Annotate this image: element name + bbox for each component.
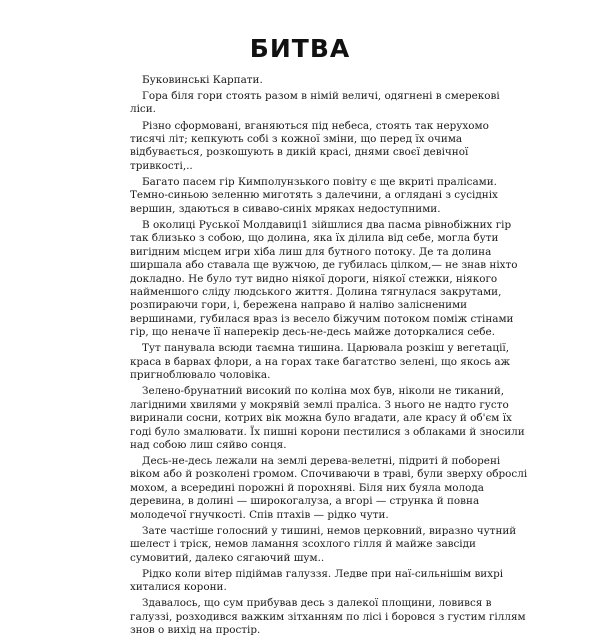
text-line: віком або й розколені громом. Спочиваючи в траві, були зверху оброслі bbox=[130, 468, 528, 481]
text-line: знов о вихід на простір. bbox=[130, 624, 261, 636]
text-line: молодечої гнучкості. Спів птахів — рідко чути. bbox=[130, 508, 389, 521]
text-line: мохом, а всередині порожні й порохняві. Біля них буяла молода bbox=[130, 481, 485, 494]
text-line: галуззі, розходився важким зітханням по лісі і боровся з густим гіллям bbox=[130, 610, 526, 623]
text-line: найменшого сліду людського життя. Долина тягнулася закрутами, bbox=[130, 285, 502, 298]
text-line: відбувається, розкошують в дикій красі, днями своєї девічної bbox=[130, 146, 469, 159]
text-line: Зате частіше голосний у тишині, немов церковний, виразно чутний bbox=[142, 524, 517, 537]
text-line: розпираючи гори, і, бережена направо й наліво залісненими bbox=[130, 299, 468, 312]
text-line: ліси. bbox=[130, 103, 156, 116]
text-line: тисячі літ; кепкують собі з кожної зміни, що перед їх очима bbox=[130, 132, 463, 145]
text-line: докладно. Не було тут видно ніякої дороги, ніякої стежки, ніякого bbox=[130, 272, 498, 285]
text-line: гір, що неначе її наперекір десь-не-десь майже доторкалися себе. bbox=[130, 326, 496, 339]
text-line: годі було змалювати. Їх пишні корони пестилися з облаками й зносили bbox=[130, 425, 525, 438]
paragraph bbox=[130, 119, 489, 174]
paragraph bbox=[130, 342, 511, 382]
page-title: БИТВА bbox=[249, 34, 351, 63]
text-line: Рідко коли вітер підіймав галуззя. Ледве при наї-сильнішім вихрі bbox=[142, 567, 504, 580]
text-line: виринали сосни, котрих вік можна було вгадати, але красу й об'єм їх bbox=[130, 412, 512, 425]
paragraph bbox=[130, 597, 526, 637]
paragraph bbox=[130, 385, 525, 452]
text-line: лагідними хвилями у мокрявій землі праліса. З нього не надто густо bbox=[130, 398, 509, 411]
text-line: над собою лиш сяйво сонця. bbox=[130, 438, 287, 451]
text-line: В околиці Руської Молдавиці1 зійшлися два пасма рівнобіжних гір bbox=[142, 218, 512, 231]
text-line: вигідним місцем игри хіба лиш для бутного потоку. Де та долина bbox=[130, 245, 492, 258]
paragraph bbox=[130, 175, 498, 216]
text-line: Багато пасем гір Кимполунзького повіту є ще вкриті пралісами. bbox=[142, 175, 497, 188]
text-line: Тут панувала всюди таємна тишина. Царювала розкіш у вегетації, bbox=[142, 342, 510, 355]
text-line: Зелено-брунатний високий по коліна мох був, ніколи не тиканий, bbox=[142, 385, 505, 398]
text-line: вершинами, губилася враз із весело біжучим потоком поміж стінами bbox=[130, 312, 514, 325]
text-line: Буковинські Карпати. bbox=[142, 74, 263, 86]
text-line: хиталися корони. bbox=[130, 581, 227, 594]
text-line: вершин, здаються в сиваво-синіх мряках недоступними. bbox=[130, 202, 441, 215]
text-line: шелест і тріск, немов ламання зсохлого гілля й майже завсіди bbox=[130, 538, 476, 551]
text-line: тривкості,.. bbox=[130, 159, 193, 172]
paragraph bbox=[130, 74, 462, 87]
paragraph bbox=[130, 567, 504, 595]
paragraph bbox=[130, 454, 528, 522]
text-line: пригноблювало чоловіка. bbox=[130, 369, 271, 382]
text-line: Різно сформовані, вганяються під небеса, стоять так нерухомо bbox=[142, 119, 489, 132]
text-line: Здавалось, що сум прибував десь з далекої площини, ловився в bbox=[142, 597, 492, 610]
text-line: так близько з собою, що долина, яка їх ділила від себе, могла бути bbox=[130, 232, 499, 245]
text-line: Гора біля гори стоять разом в німій величі, одягнені в смерекові bbox=[142, 90, 500, 103]
paragraph bbox=[130, 90, 500, 117]
paragraph bbox=[130, 524, 517, 565]
text-line: Темно-синьою зеленню миготять з далечини, а оглядані з сусідніх bbox=[130, 189, 498, 202]
body-text bbox=[130, 74, 528, 640]
text-line: краса в барвах флори, а на горах таке багатство зелені, що якось аж bbox=[130, 355, 511, 368]
paragraph bbox=[130, 218, 518, 340]
text-line: ширшала або ставала ще вужчою, де губилась цілком,— не знав ніхто bbox=[130, 259, 518, 272]
text-line: Десь-не-десь лежали на землі дерева-велетні, підриті й поборені bbox=[142, 454, 501, 467]
text-line: деревина, в долині — широкогалуза, а вгорі — струнка й повна bbox=[130, 495, 480, 508]
text-line: сумовитий, далеко сягаючий шум.. bbox=[130, 551, 325, 564]
